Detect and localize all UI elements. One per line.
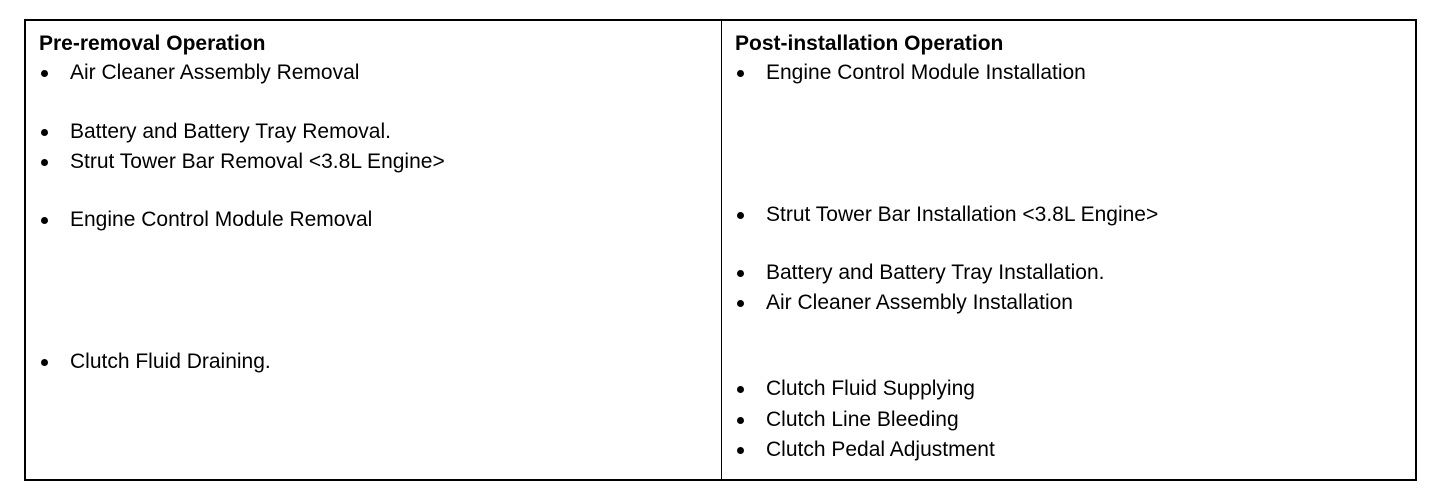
bullet-icon: [737, 386, 744, 393]
list-item-text: Air Cleaner Assembly Installation: [766, 291, 1073, 314]
list-item-text: Air Cleaner Assembly Removal: [70, 61, 360, 84]
list-item-text: Battery and Battery Tray Removal.: [70, 120, 391, 143]
bullet-icon: [737, 417, 744, 424]
post-installation-column: [722, 21, 1415, 479]
list-item-text: Clutch Fluid Draining.: [70, 350, 271, 373]
list-item: [735, 375, 975, 403]
list-item: [735, 289, 1073, 317]
bullet-icon: [41, 129, 48, 136]
list-item-text: Battery and Battery Tray Installation.: [766, 261, 1105, 284]
list-item-text: Clutch Pedal Adjustment: [766, 438, 995, 461]
list-item-text: Clutch Fluid Supplying: [766, 377, 975, 400]
list-item-text: Strut Tower Bar Removal <3.8L Engine>: [70, 150, 445, 173]
pre-removal-column: [26, 21, 722, 479]
bullet-icon: [41, 217, 48, 224]
bullet-icon: [41, 70, 48, 77]
list-item: [735, 406, 959, 434]
bullet-icon: [737, 212, 744, 219]
list-item-text: Clutch Line Bleeding: [766, 408, 959, 431]
bullet-icon: [737, 447, 744, 454]
list-item-text: Strut Tower Bar Installation <3.8L Engine>: [766, 203, 1159, 226]
bullet-icon: [41, 359, 48, 366]
bullet-icon: [737, 300, 744, 307]
bullet-icon: [737, 270, 744, 277]
pre-removal-title: Pre-removal Operation: [39, 32, 266, 55]
list-item: [735, 436, 995, 464]
list-item: [735, 201, 1158, 229]
list-item: [735, 59, 1086, 87]
post-installation-title: Post-installation Operation: [735, 32, 1004, 55]
bullet-icon: [737, 70, 744, 77]
list-item: [39, 348, 271, 376]
list-item-text: Engine Control Module Removal: [70, 208, 373, 231]
list-item-text: Engine Control Module Installation: [766, 61, 1086, 84]
list-item: [39, 118, 391, 146]
bullet-icon: [41, 159, 48, 166]
list-item: [39, 206, 372, 234]
operations-table: [24, 19, 1417, 481]
list-item: [39, 59, 359, 87]
list-item: [39, 148, 445, 176]
list-item: [735, 259, 1105, 287]
